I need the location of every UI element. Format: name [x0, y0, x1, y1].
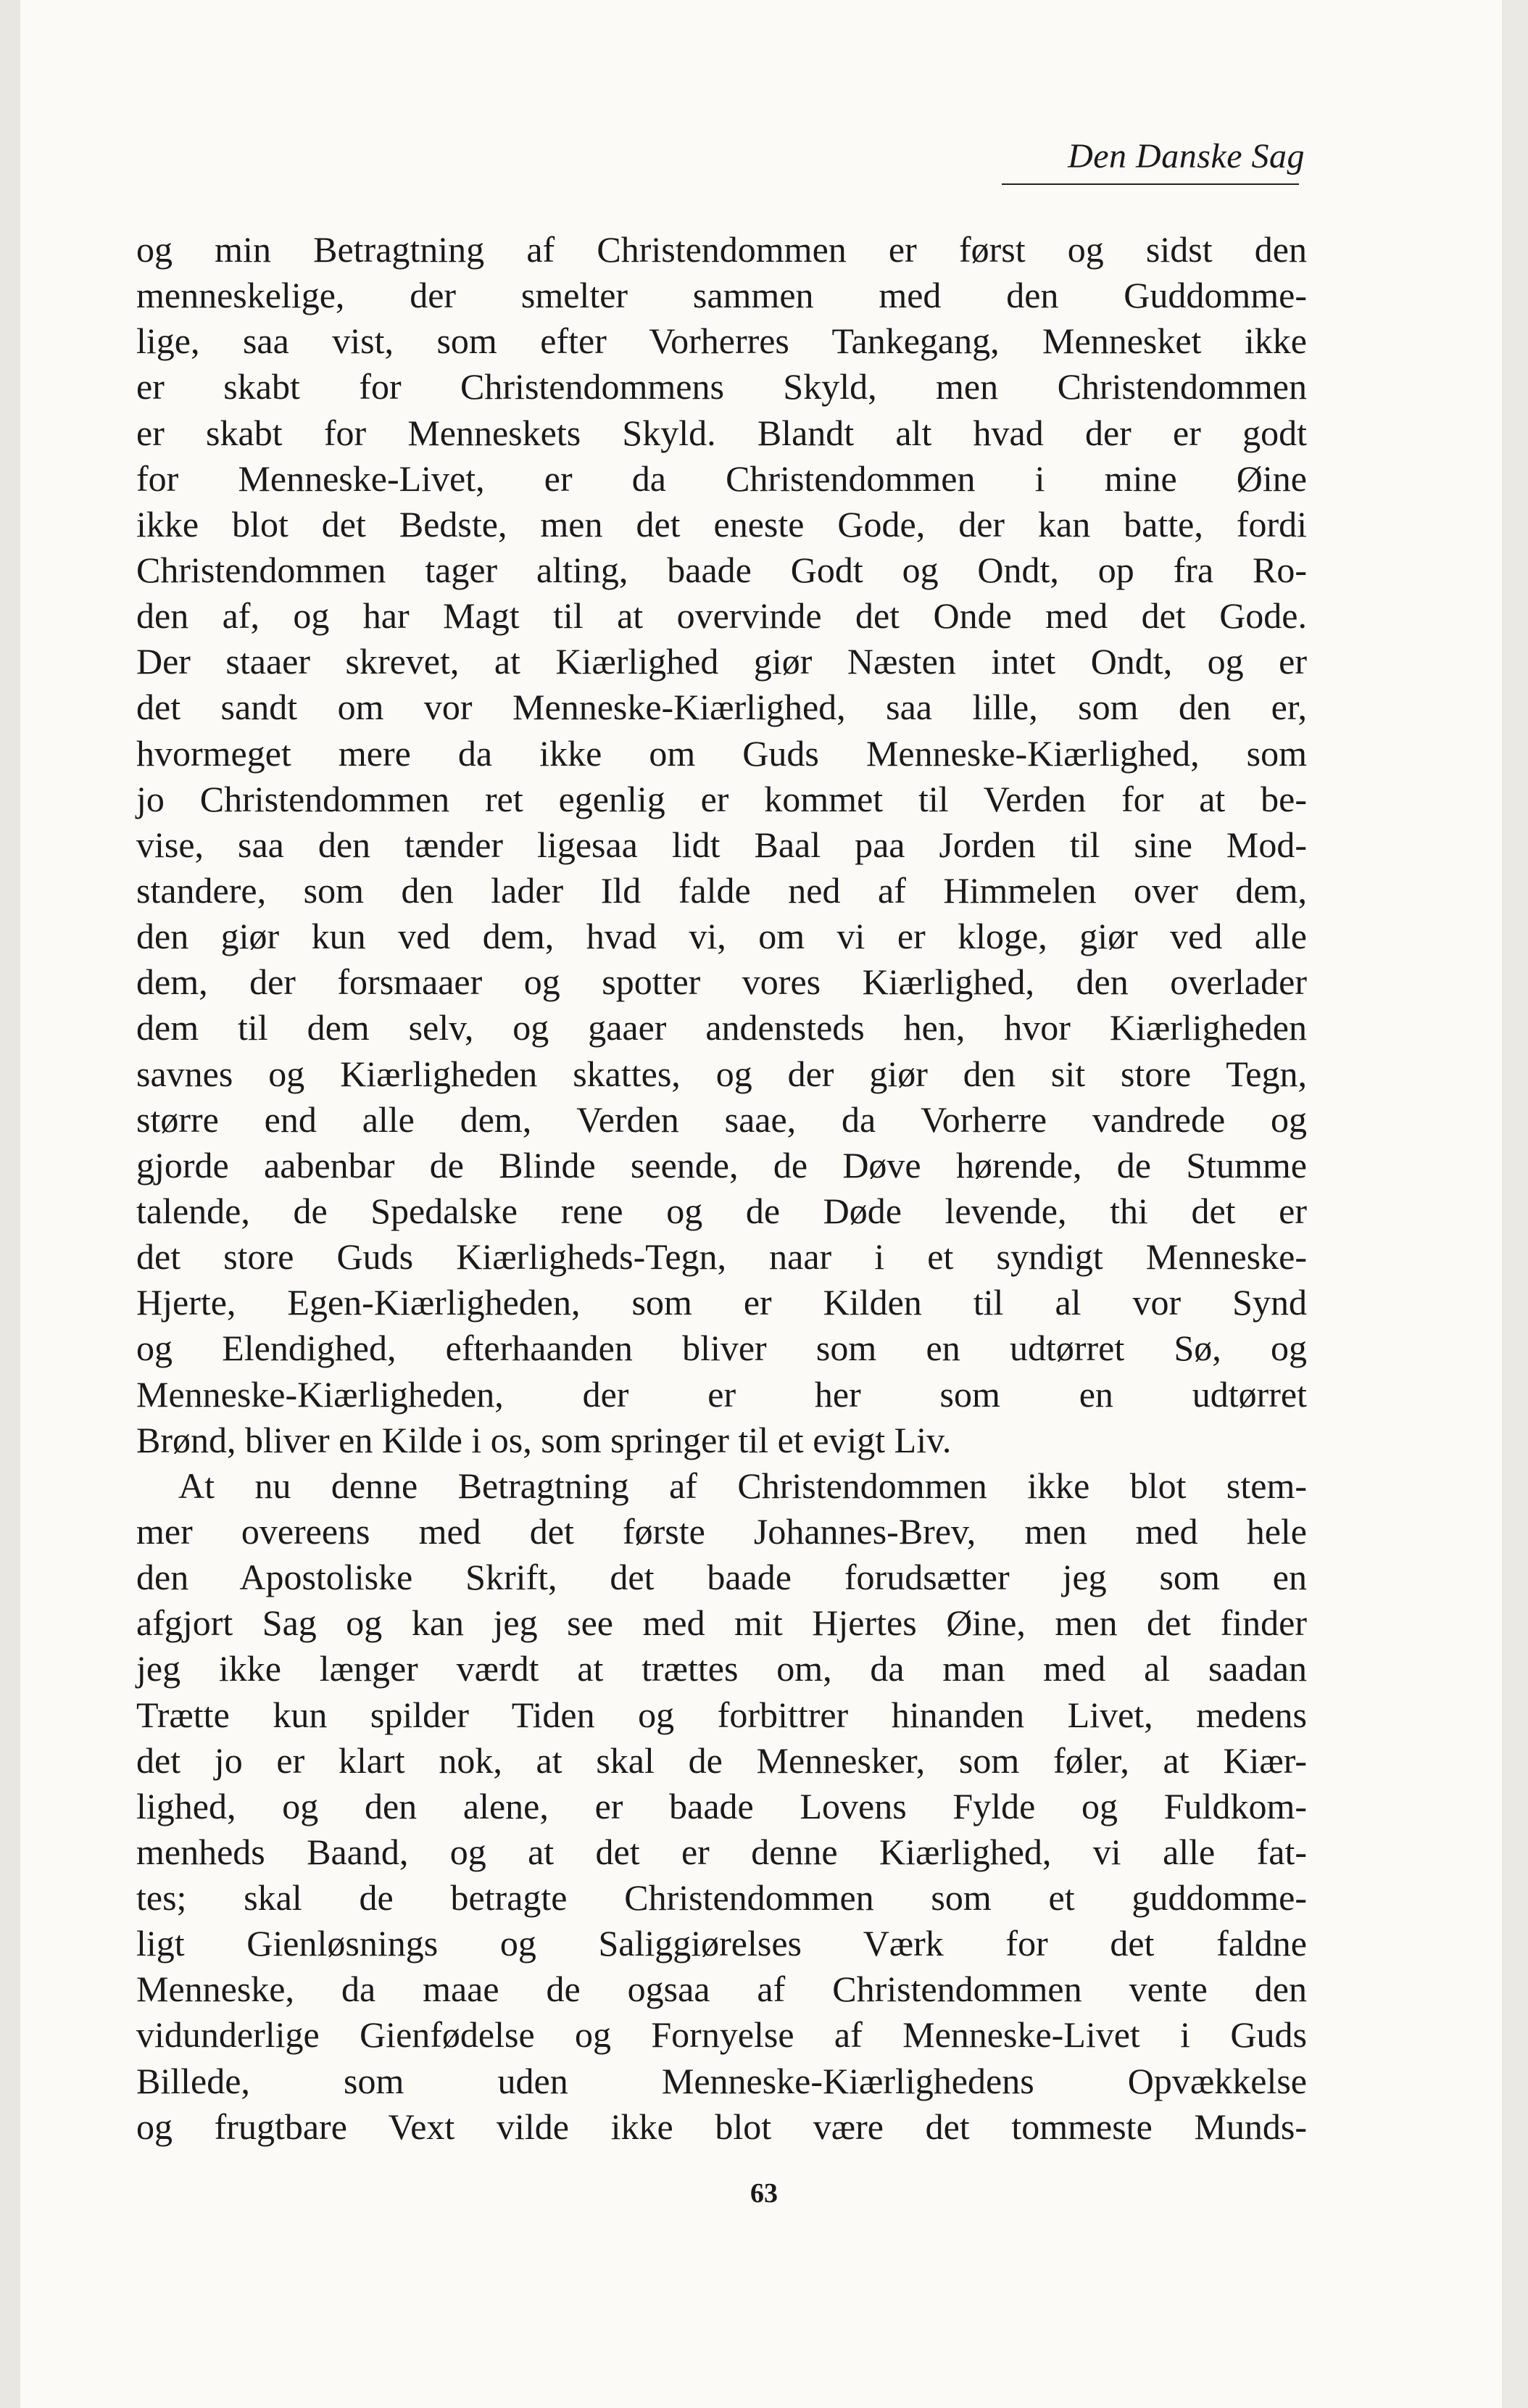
text-line: den af, og har Magt til at overvinde det Onde med det Gode. — [136, 595, 1307, 637]
text-line: vidunderlige Gienfødelse og Fornyelse af Menneske-Livet i Guds — [136, 2014, 1307, 2056]
text-line: den giør kun ved dem, hvad vi, om vi er kloge, giør ved alle — [136, 916, 1307, 957]
text-line: afgjort Sag og kan jeg see med mit Hjertes Øine, men det finder — [136, 1602, 1307, 1644]
text-line: Christendommen tager alting, baade Godt og Ondt, op fra Ro- — [136, 549, 1307, 590]
text-line: savnes og Kiærligheden skattes, og der giør den sit store Tegn, — [136, 1053, 1307, 1094]
text-line: det store Guds Kiærligheds-Tegn, naar i et syndigt Menneske- — [136, 1236, 1307, 1278]
text-line: dem, der forsmaaer og spotter vores Kiærlighed, den overlader — [136, 961, 1307, 1003]
text-line: og min Betragtning af Christendommen er først og sidst den — [136, 229, 1307, 270]
text-line: Menneske, da maae de ogsaa af Christendommen vente den — [136, 1969, 1307, 2010]
page-number: 63 — [750, 2178, 778, 2209]
text-line: er skabt for Menneskets Skyld. Blandt alt hvad der er godt — [136, 412, 1307, 453]
text-line: hvormeget mere da ikke om Guds Menneske-Kiærlighed, som — [136, 732, 1307, 774]
body-text — [136, 227, 1307, 2150]
running-head: Den Danske Sag — [1068, 137, 1305, 175]
text-line: og frugtbare Vext vilde ikke blot være det tommeste Munds- — [136, 2106, 1307, 2147]
text-line: dem til dem selv, og gaaer andensteds hen, hvor Kiærligheden — [136, 1007, 1307, 1048]
text-line: ikke blot det Bedste, men det eneste Gode, der kan batte, fordi — [136, 503, 1307, 545]
text-line: det sandt om vor Menneske-Kiærlighed, saa lille, som den er, — [136, 687, 1307, 728]
text-line: den Apostoliske Skrift, det baade forudsætter jeg som en — [136, 1557, 1307, 1598]
text-line: menneskelige, der smelter sammen med den Guddomme- — [136, 275, 1307, 316]
text-line: standere, som den lader Ild falde ned af Himmelen over dem, — [136, 869, 1307, 911]
text-line: lige, saa vist, som efter Vorherres Tankegang, Mennesket ikke — [136, 320, 1307, 362]
text-line: større end alle dem, Verden saae, da Vorherre vandrede og — [136, 1099, 1307, 1140]
text-line: Brønd, bliver en Kilde i os, som springer til et evigt Liv. — [136, 1419, 952, 1460]
text-line: for Menneske-Livet, er da Christendommen i mine Øine — [136, 458, 1307, 499]
text-line: og Elendighed, efterhaanden bliver som en udtørret Sø, og — [136, 1328, 1307, 1369]
running-head-rule — [1002, 183, 1299, 185]
text-line: talende, de Spedalske rene og de Døde levende, thi det er — [136, 1190, 1307, 1231]
scan-edge-right — [1502, 0, 1528, 2408]
text-line: Trætte kun spilder Tiden og forbittrer hinanden Livet, medens — [136, 1694, 1307, 1735]
text-line: tes; skal de betragte Christendommen som et guddomme- — [136, 1877, 1307, 1919]
text-line: ligt Gienløsnings og Saliggiørelses Værk for det faldne — [136, 1923, 1307, 1964]
text-line: Der staaer skrevet, at Kiærlighed giør Næsten intet Ondt, og er — [136, 641, 1307, 682]
text-line: mer overeens med det første Johannes-Brev, men med hele — [136, 1510, 1307, 1552]
text-line: Billede, som uden Menneske-Kiærlighedens Opvækkelse — [136, 2060, 1307, 2101]
text-line: jo Christendommen ret egenlig er kommet til Verden for at be- — [136, 778, 1307, 819]
text-line: lighed, og den alene, er baade Lovens Fylde og Fuldkom- — [136, 1785, 1307, 1826]
text-line: Hjerte, Egen-Kiærligheden, som er Kilden til al vor Synd — [136, 1282, 1307, 1323]
text-line: det jo er klart nok, at skal de Mennesker, som føler, at Kiær- — [136, 1739, 1307, 1781]
text-line: At nu denne Betragtning af Christendommen ikke blot stem- — [178, 1465, 1307, 1506]
text-line: vise, saa den tænder ligesaa lidt Baal paa Jorden til sine Mod- — [136, 824, 1307, 865]
text-line: Menneske-Kiærligheden, der er her som en udtørret — [136, 1373, 1307, 1415]
scan-edge-left — [0, 0, 20, 2408]
text-line: jeg ikke længer værdt at trættes om, da man med al saadan — [136, 1648, 1307, 1689]
text-line: gjorde aabenbar de Blinde seende, de Døve hørende, de Stumme — [136, 1144, 1307, 1186]
text-line: menheds Baand, og at det er denne Kiærlighed, vi alle fat- — [136, 1831, 1307, 1872]
text-line: er skabt for Christendommens Skyld, men Christendommen — [136, 366, 1307, 407]
